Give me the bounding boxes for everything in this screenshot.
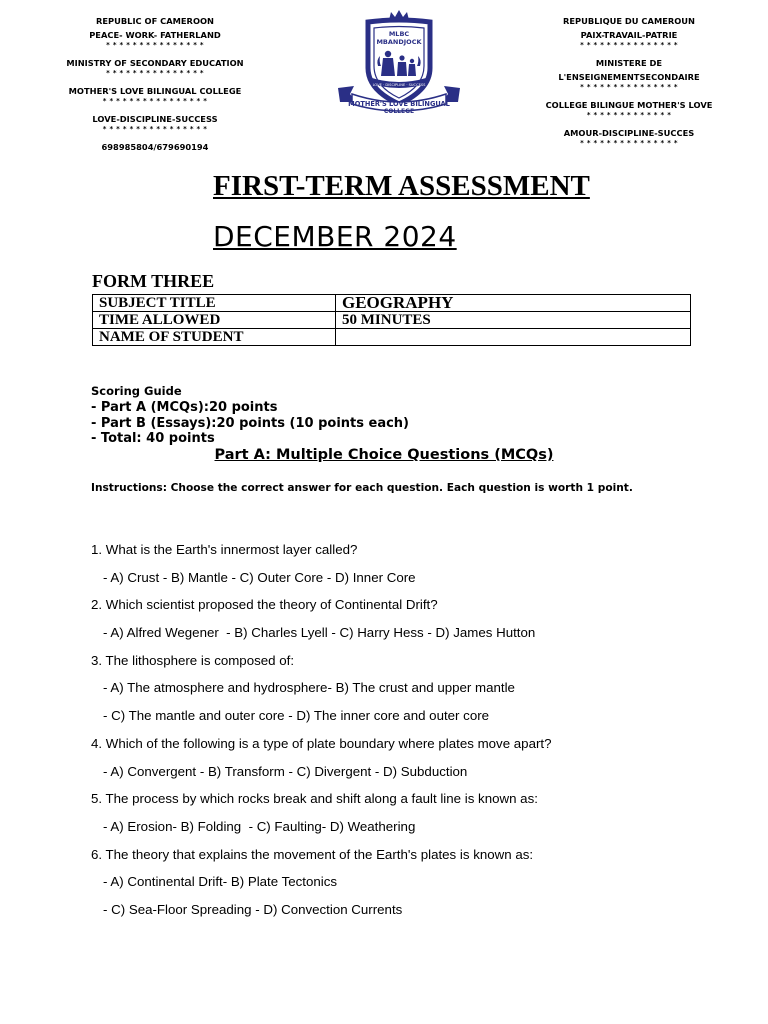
question-2: 2. Which scientist proposed the theory of Continental Drift? (91, 597, 438, 613)
question-4-options: - A) Convergent - B) Transform - C) Divergent - D) Subduction (103, 763, 468, 779)
ministry-fr-line2: L'ENSEIGNEMENTSECONDAIRE (558, 72, 700, 82)
star-divider: * * * * * * * * * * * * * * * (580, 139, 678, 147)
ministry-en: MINISTRY OF SECONDARY EDUCATION (66, 58, 244, 68)
student-name-label: NAME OF STUDENT (93, 329, 336, 346)
svg-text:MOTHER'S LOVE BILINGUAL: MOTHER'S LOVE BILINGUAL (348, 100, 450, 108)
scoring-line: - Total: 40 points (91, 431, 215, 446)
subject-value: GEOGRAPHY (336, 295, 691, 312)
class-level: FORM THREE (92, 271, 215, 291)
table-row (93, 312, 691, 329)
star-divider: * * * * * * * * * * * * * * * * (102, 97, 208, 105)
question-4: 4. Which of the following is a type of plate boundary where plates move apart? (91, 735, 552, 751)
school-name-en: MOTHER'S LOVE BILINGUAL COLLEGE (68, 86, 242, 96)
question-list (91, 541, 711, 929)
question-3-options-a: - A) The atmosphere and hydrosphere- B) The crust and upper mantle (103, 680, 515, 696)
question-6-options-a: - A) Continental Drift- B) Plate Tectonics (103, 874, 338, 890)
school-phone: 698985804/679690194 (101, 142, 209, 152)
star-divider: * * * * * * * * * * * * * * * (580, 41, 678, 49)
scoring-line: - Part B (Essays):20 points (10 points each) (91, 415, 409, 431)
question-2-options: - A) Alfred Wegener - B) Charles Lyell - C) Harry Hess - D) James Hutton (103, 625, 536, 641)
national-motto-fr: PAIX-TRAVAIL-PATRIE (580, 30, 678, 40)
question-1-options: - A) Crust - B) Mantle - C) Outer Core - D) Inner Core (103, 569, 416, 585)
table-row (93, 295, 691, 312)
ministry-fr-line1: MINISTERE DE (595, 58, 663, 68)
school-motto-en: LOVE-DISCIPLINE-SUCCESS (92, 114, 218, 124)
svg-text:COLLEGE: COLLEGE (383, 108, 415, 115)
scoring-guide-title: Scoring Guide (91, 384, 182, 398)
scoring-guide (91, 383, 691, 447)
instructions: Instructions: Choose the correct answer for each question. Each question is worth 1 point. (91, 482, 633, 494)
scoring-line: - Part A (MCQs):20 points (91, 400, 278, 415)
time-value: 50 MINUTES (336, 312, 691, 329)
svg-text:MBANDJOCK: MBANDJOCK (376, 38, 422, 46)
subject-label: SUBJECT TITLE (93, 295, 336, 312)
student-name-field[interactable] (336, 329, 691, 346)
question-6: 6. The theory that explains the movement of the Earth's plates is known as: (91, 846, 534, 862)
star-divider: * * * * * * * * * * * * * * * (106, 41, 204, 49)
question-1: 1. What is the Earth's innermost layer called? (91, 542, 358, 557)
header-left (62, 14, 248, 154)
exam-info-table (92, 294, 691, 346)
question-5-options: - A) Erosion- B) Folding - C) Faulting- D) Weathering (103, 818, 416, 834)
star-divider: * * * * * * * * * * * * * * * (106, 69, 204, 77)
school-motto-fr: AMOUR-DISCIPLINE-SUCCES (563, 128, 695, 138)
part-a-heading: Part A: Multiple Choice Questions (MCQs) (214, 447, 554, 463)
school-crest-logo (332, 8, 466, 118)
question-3-options-b: - C) The mantle and outer core - D) The inner core and outer core (103, 708, 490, 724)
svg-text:LOVE · DISCIPLINE · SUCCESS: LOVE · DISCIPLINE · SUCCESS (372, 83, 426, 87)
country-name-fr: REPUBLIQUE DU CAMEROUN (563, 16, 695, 26)
header-right (543, 14, 715, 148)
star-divider: * * * * * * * * * * * * * (586, 111, 672, 119)
star-divider: * * * * * * * * * * * * * * * * (102, 125, 208, 133)
question-5: 5. The process by which rocks break and shift along a fault line is known as: (91, 791, 538, 807)
time-label: TIME ALLOWED (93, 312, 336, 329)
assessment-date: DECEMBER 2024 (213, 220, 457, 253)
country-name-en: REPUBLIC OF CAMEROON (95, 16, 215, 26)
question-3: 3. The lithosphere is composed of: (91, 652, 295, 668)
national-motto-en: PEACE- WORK- FATHERLAND (89, 30, 221, 40)
table-row (93, 329, 691, 346)
svg-text:MLBC: MLBC (388, 30, 410, 38)
assessment-title: FIRST-TERM ASSESSMENT (213, 170, 590, 202)
star-divider: * * * * * * * * * * * * * * * (580, 83, 678, 91)
question-6-options-b: - C) Sea-Floor Spreading - D) Convection Currents (103, 901, 403, 917)
school-name-fr: COLLEGE BILINGUE MOTHER'S LOVE (545, 100, 713, 110)
